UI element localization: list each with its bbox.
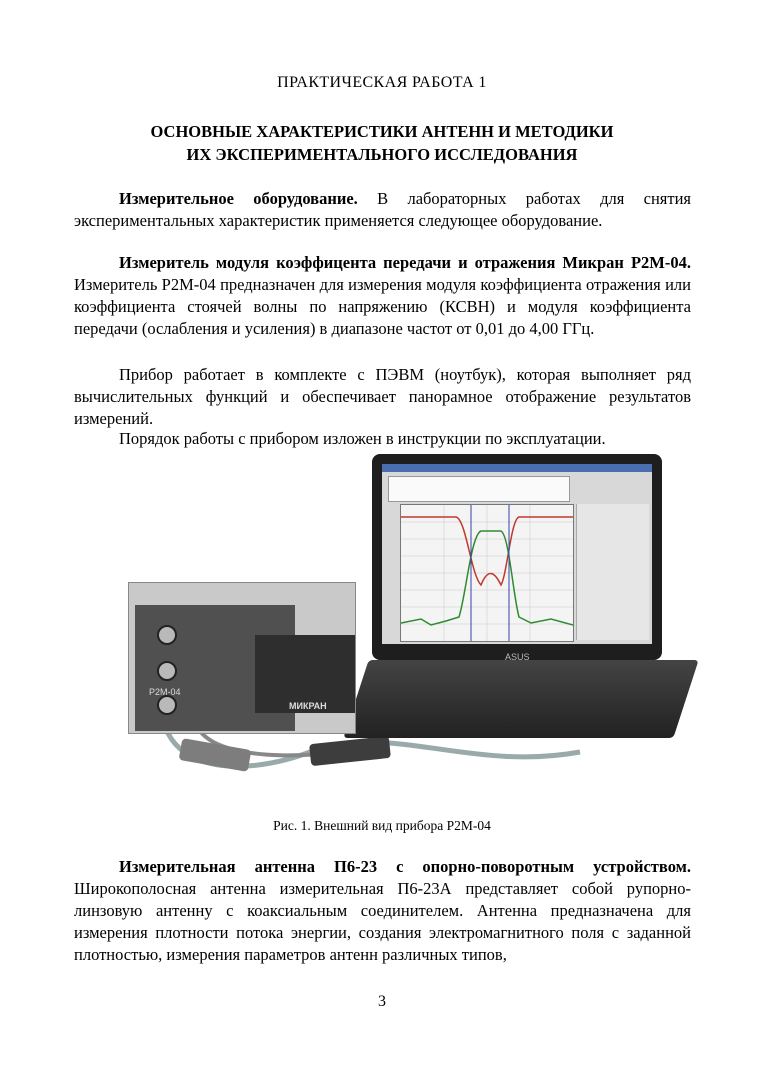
paragraph-equipment-heading: Измерительное оборудование. (119, 189, 358, 208)
marker-table (388, 476, 570, 502)
paragraph-equipment (74, 188, 691, 232)
paragraph-pc: Прибор работает в комплекте с ПЭВМ (ноутбук), которая выполняет ряд вычислительных функций и обеспечивает панорамное отображение результатов измерений. (74, 365, 691, 428)
port-2 (157, 661, 177, 681)
title-line-2: ИХ ЭКСПЕРИМЕНТАЛЬНОГО ИССЛЕДОВАНИЯ (186, 145, 578, 164)
device-front-panel (135, 605, 295, 731)
figure-caption: Рис. 1. Внешний вид прибора Р2М-04 (273, 818, 491, 833)
paragraph-antenna (74, 856, 691, 966)
port-3 (157, 695, 177, 715)
page-header: ПРАКТИЧЕСКАЯ РАБОТА 1 (277, 74, 487, 91)
paragraph-instructions: Порядок работы с прибором изложен в инструкции по эксплуатации. (119, 429, 606, 448)
figure-device-photo (110, 452, 690, 812)
paragraph-antenna-heading: Измерительная антенна П6-23 с опорно-поворотным устройством. (119, 857, 691, 876)
title-line-1: ОСНОВНЫЕ ХАРАКТЕРИСТИКИ АНТЕНН И МЕТОДИКИ (150, 122, 614, 141)
device-model-label: Р2М-04 (149, 687, 181, 697)
laptop-keyboard (343, 660, 698, 738)
paragraph-antenna-text: Широкополосная антенна измерительная П6-23А представляет собой рупорно-линзовую антенну с коаксиальным соединителем. Антенна предназначена для измерения плотности потока энергии, создания электромагнитного поля с заданной плотностью, измерения параметров антенн различных типов, (74, 879, 691, 964)
device-brand-label: МИКРАН (289, 701, 327, 711)
measurement-plot (400, 504, 574, 642)
meter-device (128, 582, 356, 734)
paragraph-equipment-text: В лабораторных работах для снятия экспериментальных характеристик применяется следующее оборудование. (74, 189, 692, 230)
software-window (382, 464, 652, 644)
port-1 (157, 625, 177, 645)
laptop-screen (372, 454, 662, 660)
paragraph-meter-text: Измеритель Р2М-04 предназначен для измерения модуля коэффициента отражения или коэффициента стоячей волны по напряжению (КСВН) и модуля коэффициента передачи (ослабления и усиления) в диапазоне частот от 0,01 до 4,00 ГГц. (74, 275, 691, 338)
laptop-brand-label: ASUS (505, 652, 530, 662)
paragraph-meter-heading: Измеритель модуля коэффицента передачи и отражения Микран Р2М-04. (119, 253, 691, 272)
window-title-bar (382, 464, 652, 472)
settings-panel (576, 504, 649, 640)
paragraph-meter (74, 252, 691, 340)
page-number: 3 (378, 993, 386, 1010)
